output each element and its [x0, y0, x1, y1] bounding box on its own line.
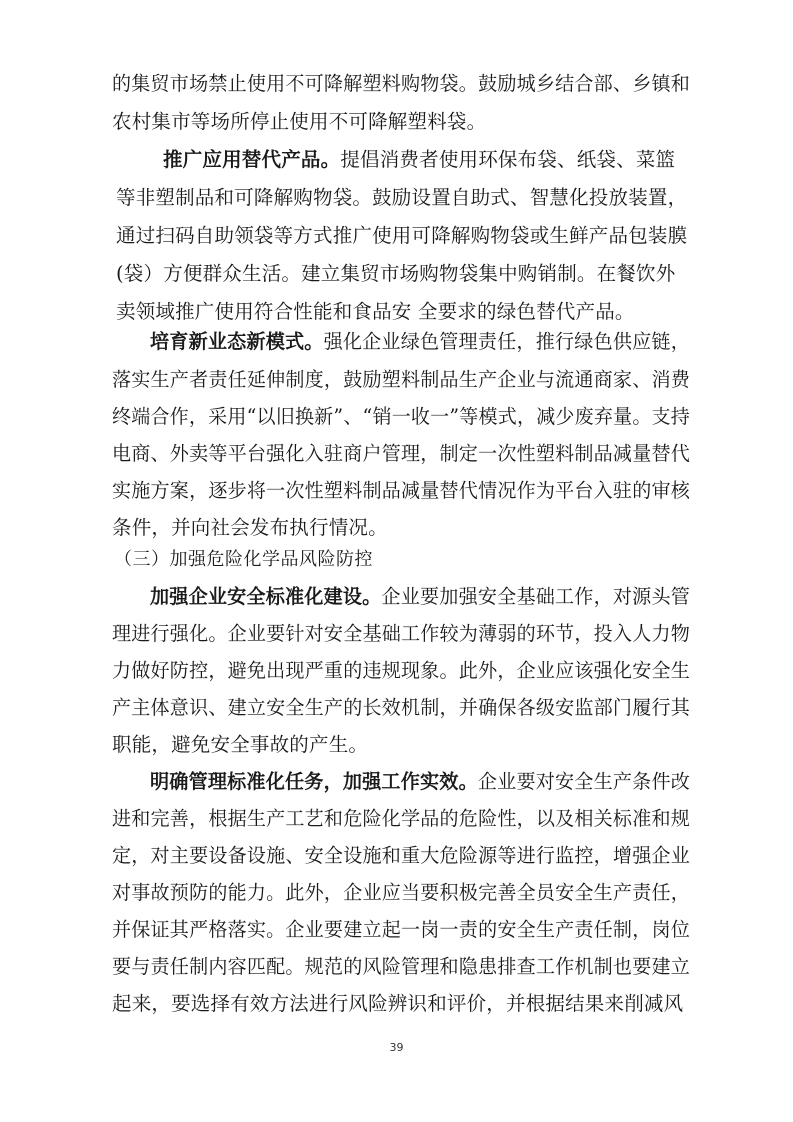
paragraph-line: 起来，要选择有效方法进行风险辨识和评价，并根据结果来削减风 — [112, 992, 684, 1015]
paragraph-title: 加强企业安全标准化建设。 — [150, 585, 382, 608]
paragraph-line: 产主体意识、建立安全生产的长效机制，并确保各级安监部门履行其 — [112, 696, 691, 719]
paragraph-line: 进和完善，根据生产工艺和危险化学品的危险性，以及相关标准和规 — [112, 807, 691, 830]
paragraph-line: 电商、外卖等平台强化入驻商户管理，制定一次性塑料制品减量替代 — [112, 442, 691, 465]
paragraph-line: 条件，并向社会发布执行情况。 — [112, 516, 388, 539]
paragraph-title: 推广应用替代产品。 — [163, 148, 341, 171]
paragraph-line: 通过扫码自助领袋等方式推广使用可降解购物袋或生鲜产品包装膜 — [116, 224, 688, 247]
paragraph-line: 并保证其严格落实。企业要建立起一岗一责的安全生产责任制，岗位 — [112, 918, 691, 941]
paragraph-line: 落实生产者责任延伸制度，鼓励塑料制品生产企业与流通商家、消费 — [112, 368, 691, 391]
paragraph-line: 力做好防控，避免出现严重的违规现象。此外，企业应该强化安全生 — [112, 659, 691, 682]
paragraph-line: 加强企业安全标准化建设。企业要加强安全基础工作，对源头管 — [150, 585, 691, 608]
paragraph-line: 理进行强化。企业要针对安全基础工作较为薄弱的环节，投入人力物 — [112, 622, 691, 645]
paragraph-line: 培育新业态新模式。强化企业绿色管理责任，推行绿色供应链， — [150, 330, 690, 353]
paragraph-line: 农村集市等场所停止使用不可降解塑料袋。 — [112, 110, 487, 133]
page-number: 39 — [389, 1041, 404, 1054]
paragraph-line: 定，对主要设备设施、安全设施和重大危险源等进行监控，增强企业 — [112, 844, 691, 867]
paragraph-title: 培育新业态新模式。 — [150, 330, 324, 353]
paragraph-line: 明确管理标准化任务，加强工作实效。企业要对安全生产条件改 — [150, 770, 691, 793]
paragraph-line: 终端合作，采用“以旧换新”、“销一收一”等模式，减少废弃量。支持 — [112, 405, 691, 428]
paragraph-line: 对事故预防的能力。此外，企业应当要积极完善全员安全生产责任， — [112, 881, 691, 904]
paragraph-line: (袋）方便群众生活。建立集贸市场购物袋集中购销制。在餐饮外 — [116, 262, 676, 285]
paragraph-line: 等非塑制品和可降解购物袋。鼓励设置自助式、智慧化投放装置， — [116, 186, 688, 209]
paragraph-title: 明确管理标准化任务，加强工作实效。 — [150, 770, 478, 793]
section-heading: （三）加强危险化学品风险防控 — [114, 549, 373, 570]
paragraph-line: 实施方案，逐步将一次性塑料制品减量替代情况作为平台入驻的审核 — [112, 479, 691, 502]
paragraph-line: 职能，避免安全事故的产生。 — [112, 733, 369, 756]
paragraph-line: 推广应用替代产品。提倡消费者使用环保布袋、纸袋、菜篮 — [163, 148, 676, 171]
paragraph-line: 要与责任制内容匹配。规范的风险管理和隐患排查工作机制也要建立 — [112, 955, 691, 978]
paragraph-line: 卖领域推广使用符合性能和食品安 全要求的绿色替代产品。 — [116, 300, 635, 323]
paragraph-line: 的集贸市场禁止使用不可降解塑料购物袋。鼓励城乡结合部、乡镇和 — [112, 72, 691, 95]
